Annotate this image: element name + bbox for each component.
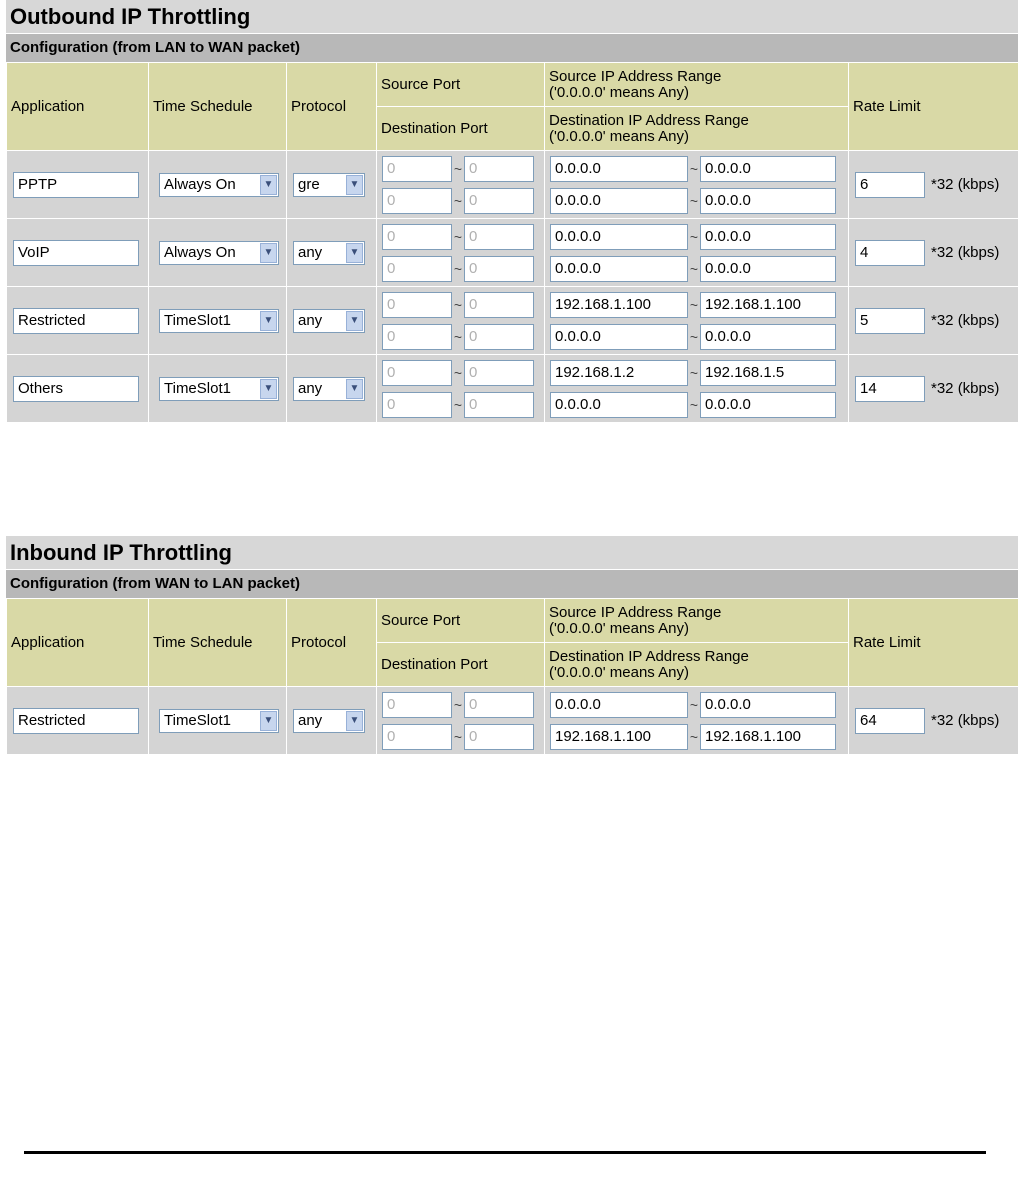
header-destination-ip-label: Destination IP Address Range	[549, 111, 749, 129]
header-destination-port: Destination Port	[377, 107, 545, 151]
time-schedule-value: Always On	[164, 243, 236, 261]
range-separator: ~	[689, 260, 699, 277]
rate-limit-input[interactable]: 5	[855, 308, 925, 334]
time-schedule-value: TimeSlot1	[164, 379, 231, 397]
range-separator: ~	[689, 160, 699, 177]
application-name-input[interactable]: PPTP	[13, 172, 139, 198]
header-source-ip-note: ('0.0.0.0' means Any)	[549, 83, 689, 101]
range-separator: ~	[453, 192, 463, 209]
destination-ip-range	[550, 721, 848, 753]
rate-unit-label: *32 (kbps)	[931, 380, 1000, 397]
source-ip-to-input[interactable]: 0.0.0.0	[700, 224, 836, 250]
time-schedule-value: Always On	[164, 175, 236, 193]
chevron-down-icon: ▼	[260, 711, 277, 731]
source-ip-range	[550, 357, 848, 389]
rate-limit-input[interactable]: 64	[855, 708, 925, 734]
source-ip-range	[550, 289, 848, 321]
source-ip-to-input[interactable]: 192.168.1.100	[700, 292, 836, 318]
header-protocol: Protocol	[287, 599, 377, 687]
destination-port-range	[382, 321, 544, 353]
range-separator: ~	[453, 260, 463, 277]
source-ip-from-input[interactable]: 0.0.0.0	[550, 156, 688, 182]
source-ip-range	[550, 221, 848, 253]
application-name-input[interactable]: Restricted	[13, 308, 139, 334]
range-separator: ~	[689, 192, 699, 209]
rate-unit-label: *32 (kbps)	[931, 712, 1000, 729]
inbound-subtitle: Configuration (from WAN to LAN packet)	[6, 570, 1018, 598]
protocol-select[interactable]	[293, 173, 365, 197]
header-source-port: Source Port	[377, 63, 545, 107]
destination-ip-range	[550, 321, 848, 353]
destination-ip-to-input[interactable]: 192.168.1.100	[700, 724, 836, 750]
header-destination-ip-note: ('0.0.0.0' means Any)	[549, 127, 689, 145]
protocol-select[interactable]	[293, 241, 365, 265]
range-separator: ~	[453, 728, 463, 745]
chevron-down-icon: ▼	[346, 175, 363, 195]
application-name-input[interactable]: Restricted	[13, 708, 139, 734]
destination-ip-to-input[interactable]: 0.0.0.0	[700, 188, 836, 214]
protocol-value: any	[298, 711, 323, 729]
protocol-value: any	[298, 243, 323, 261]
source-port-from-input[interactable]: 0	[382, 224, 452, 250]
header-rate-limit: Rate Limit	[849, 599, 1019, 687]
source-port-to-input[interactable]: 0	[464, 360, 534, 386]
destination-port-to-input[interactable]: 0	[464, 324, 534, 350]
destination-port-to-input[interactable]: 0	[464, 392, 534, 418]
inbound-panel	[6, 536, 1018, 755]
range-separator: ~	[689, 364, 699, 381]
range-separator: ~	[453, 328, 463, 345]
time-schedule-select[interactable]	[159, 173, 279, 197]
chevron-down-icon: ▼	[260, 243, 277, 263]
application-name-input[interactable]: VoIP	[13, 240, 139, 266]
rule-row	[7, 287, 1019, 355]
source-ip-to-input[interactable]: 0.0.0.0	[700, 692, 836, 718]
source-port-to-input[interactable]: 0	[464, 292, 534, 318]
source-ip-range	[550, 153, 848, 185]
source-port-range	[382, 221, 544, 253]
chevron-down-icon: ▼	[260, 311, 277, 331]
destination-ip-from-input[interactable]: 0.0.0.0	[550, 392, 688, 418]
time-schedule-select[interactable]	[159, 377, 279, 401]
range-separator: ~	[453, 364, 463, 381]
destination-port-from-input[interactable]: 0	[382, 324, 452, 350]
range-separator: ~	[453, 396, 463, 413]
application-name-input[interactable]: Others	[13, 376, 139, 402]
time-schedule-value: TimeSlot1	[164, 711, 231, 729]
rule-row	[7, 687, 1019, 755]
protocol-select[interactable]	[293, 377, 365, 401]
range-separator: ~	[689, 296, 699, 313]
range-separator: ~	[689, 728, 699, 745]
header-destination-ip-note: ('0.0.0.0' means Any)	[549, 663, 689, 681]
rate-limit-input[interactable]: 14	[855, 376, 925, 402]
range-separator: ~	[689, 228, 699, 245]
source-port-range	[382, 289, 544, 321]
destination-ip-range	[550, 389, 848, 421]
header-source-ip-range	[545, 599, 849, 643]
rate-limit-input[interactable]: 4	[855, 240, 925, 266]
destination-ip-to-input[interactable]: 0.0.0.0	[700, 324, 836, 350]
header-application: Application	[7, 63, 149, 151]
source-port-to-input[interactable]: 0	[464, 224, 534, 250]
outbound-title: Outbound IP Throttling	[6, 0, 1018, 34]
rate-unit-label: *32 (kbps)	[931, 176, 1000, 193]
header-destination-port: Destination Port	[377, 643, 545, 687]
time-schedule-value: TimeSlot1	[164, 311, 231, 329]
header-time-schedule: Time Schedule	[149, 63, 287, 151]
header-source-ip-note: ('0.0.0.0' means Any)	[549, 619, 689, 637]
destination-ip-from-input[interactable]: 0.0.0.0	[550, 256, 688, 282]
destination-ip-from-input[interactable]: 192.168.1.100	[550, 724, 688, 750]
destination-port-to-input[interactable]: 0	[464, 188, 534, 214]
source-port-to-input[interactable]: 0	[464, 156, 534, 182]
time-schedule-select[interactable]	[159, 241, 279, 265]
header-destination-ip-label: Destination IP Address Range	[549, 647, 749, 665]
destination-port-range	[382, 721, 544, 753]
range-separator: ~	[453, 160, 463, 177]
source-port-range	[382, 153, 544, 185]
footer-divider	[24, 1151, 986, 1154]
source-ip-from-input[interactable]: 0.0.0.0	[550, 692, 688, 718]
destination-port-to-input[interactable]: 0	[464, 724, 534, 750]
destination-ip-to-input[interactable]: 0.0.0.0	[700, 392, 836, 418]
source-port-from-input[interactable]: 0	[382, 692, 452, 718]
destination-port-to-input[interactable]: 0	[464, 256, 534, 282]
rate-unit-label: *32 (kbps)	[931, 312, 1000, 329]
chevron-down-icon: ▼	[260, 175, 277, 195]
protocol-select[interactable]	[293, 309, 365, 333]
range-separator: ~	[453, 228, 463, 245]
source-port-range	[382, 357, 544, 389]
destination-port-from-input[interactable]: 0	[382, 724, 452, 750]
header-time-schedule: Time Schedule	[149, 599, 287, 687]
range-separator: ~	[689, 328, 699, 345]
destination-port-range	[382, 389, 544, 421]
source-ip-from-input[interactable]: 192.168.1.100	[550, 292, 688, 318]
chevron-down-icon: ▼	[260, 379, 277, 399]
outbound-panel	[6, 0, 1018, 423]
chevron-down-icon: ▼	[346, 711, 363, 731]
destination-ip-range	[550, 253, 848, 285]
header-source-ip-label: Source IP Address Range	[549, 67, 722, 85]
rule-row	[7, 219, 1019, 287]
outbound-table	[6, 62, 1019, 423]
chevron-down-icon: ▼	[346, 243, 363, 263]
header-source-ip-range	[545, 63, 849, 107]
destination-ip-from-input[interactable]: 0.0.0.0	[550, 188, 688, 214]
inbound-title: Inbound IP Throttling	[6, 536, 1018, 570]
range-separator: ~	[689, 696, 699, 713]
range-separator: ~	[453, 696, 463, 713]
range-separator: ~	[689, 396, 699, 413]
destination-port-from-input[interactable]: 0	[382, 392, 452, 418]
destination-port-from-input[interactable]: 0	[382, 256, 452, 282]
rate-unit-label: *32 (kbps)	[931, 244, 1000, 261]
source-ip-from-input[interactable]: 0.0.0.0	[550, 224, 688, 250]
source-port-to-input[interactable]: 0	[464, 692, 534, 718]
header-source-port: Source Port	[377, 599, 545, 643]
destination-ip-from-input[interactable]: 0.0.0.0	[550, 324, 688, 350]
header-destination-ip-range	[545, 643, 849, 687]
destination-port-range	[382, 185, 544, 217]
time-schedule-select[interactable]	[159, 709, 279, 733]
header-application: Application	[7, 599, 149, 687]
source-ip-to-input[interactable]: 0.0.0.0	[700, 156, 836, 182]
inbound-table	[6, 598, 1019, 755]
source-port-from-input[interactable]: 0	[382, 292, 452, 318]
protocol-value: gre	[298, 175, 320, 193]
source-ip-range	[550, 689, 848, 721]
source-port-range	[382, 689, 544, 721]
range-separator: ~	[453, 296, 463, 313]
source-ip-from-input[interactable]: 192.168.1.2	[550, 360, 688, 386]
header-protocol: Protocol	[287, 63, 377, 151]
source-port-from-input[interactable]: 0	[382, 360, 452, 386]
header-rate-limit: Rate Limit	[849, 63, 1019, 151]
source-port-from-input[interactable]: 0	[382, 156, 452, 182]
time-schedule-select[interactable]	[159, 309, 279, 333]
destination-port-range	[382, 253, 544, 285]
rule-row	[7, 355, 1019, 423]
header-source-ip-label: Source IP Address Range	[549, 603, 722, 621]
destination-port-from-input[interactable]: 0	[382, 188, 452, 214]
protocol-select[interactable]	[293, 709, 365, 733]
outbound-subtitle: Configuration (from LAN to WAN packet)	[6, 34, 1018, 62]
destination-ip-range	[550, 185, 848, 217]
source-ip-to-input[interactable]: 192.168.1.5	[700, 360, 836, 386]
protocol-value: any	[298, 311, 323, 329]
chevron-down-icon: ▼	[346, 311, 363, 331]
protocol-value: any	[298, 379, 323, 397]
header-destination-ip-range	[545, 107, 849, 151]
chevron-down-icon: ▼	[346, 379, 363, 399]
rule-row	[7, 151, 1019, 219]
destination-ip-to-input[interactable]: 0.0.0.0	[700, 256, 836, 282]
rate-limit-input[interactable]: 6	[855, 172, 925, 198]
